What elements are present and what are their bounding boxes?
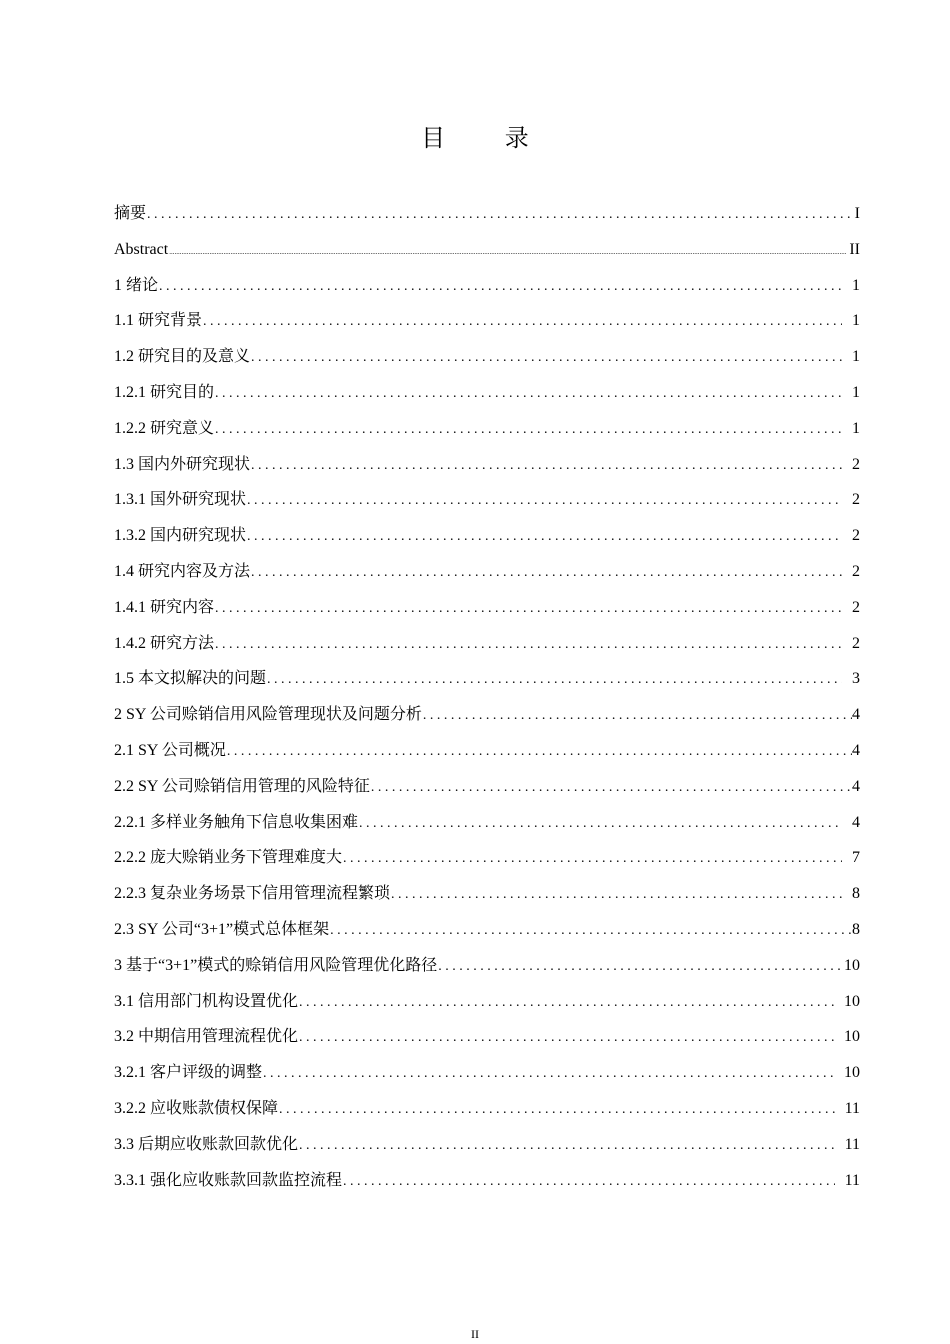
toc-entry-page-number: 1 [852,348,860,366]
toc-dot-leader [298,1020,834,1056]
toc-entry-page-number: 11 [844,1171,860,1189]
toc-dot-leader [278,1092,835,1128]
toc-entry-page-number: 7 [852,849,860,867]
toc-entry-page-number: 11 [844,1099,860,1117]
toc-entry[interactable] [114,1055,860,1091]
toc-entry[interactable] [114,375,860,411]
toc-entry[interactable] [114,733,860,769]
toc-entry[interactable] [114,1163,860,1199]
toc-entry-title: 1.5 本文拟解决的问题 [114,670,267,688]
toc-entry-title: 2.3 SY 公司“3+1”模式总体框架 [114,920,330,938]
toc-entry[interactable] [114,984,860,1020]
toc-entry-title: 1.1 研究背景 [114,312,203,330]
table-of-contents [114,196,860,1198]
toc-entry-page-number: I [854,205,860,222]
toc-dot-leader [214,412,842,448]
toc-entry-title: 1.4 研究内容及方法 [114,562,251,580]
toc-entry[interactable] [114,912,860,948]
toc-entry[interactable] [114,948,860,984]
toc-entry-title: 1.4.2 研究方法 [114,634,215,652]
toc-entry-page-number: 10 [844,1028,860,1046]
toc-entry[interactable] [114,590,860,626]
page-number: II [471,1327,479,1341]
toc-entry-title: 3.2.1 客户评级的调整 [114,1064,263,1082]
toc-entry[interactable] [114,840,860,876]
toc-entry-page-number: 10 [844,1064,860,1082]
toc-entry[interactable] [114,876,860,912]
toc-entry-page-number: 1 [852,276,860,294]
toc-dot-leader [298,985,834,1021]
toc-entry-title: 1.4.1 研究内容 [114,598,215,616]
toc-entry[interactable] [114,339,860,375]
toc-entry[interactable] [114,661,860,697]
toc-entry[interactable] [114,1091,860,1127]
toc-entry-page-number: 2 [852,634,860,652]
toc-dot-leader [250,555,842,591]
toc-entry-page-number: 10 [844,956,860,974]
toc-entry-title: 2 SY 公司赊销信用风险管理现状及问题分析 [114,706,422,724]
toc-dot-leader [422,698,852,734]
toc-dot-leader [214,627,842,663]
toc-dot-leader [146,197,855,233]
toc-dot-leader [358,806,842,842]
toc-entry-title: 1 绪论 [114,276,159,294]
toc-entry-page-number: 4 [852,741,860,759]
toc-dot-leader [226,734,852,770]
toc-dot-leader [202,304,842,340]
toc-dot-leader [168,235,849,271]
toc-dot-leader [437,949,844,985]
toc-entry-page-number: 10 [844,992,860,1010]
toc-entry-page-number: 8 [852,885,860,903]
toc-dot-leader [342,841,842,877]
toc-entry-title: 1.3.1 国外研究现状 [114,491,247,509]
toc-entry-title: 3.2 中期信用管理流程优化 [114,1028,299,1046]
toc-entry-page-number: 11 [844,1135,860,1153]
toc-entry-page-number: 4 [852,706,860,724]
toc-dot-leader [214,591,842,627]
toc-entry[interactable] [114,196,860,232]
toc-entry-title: 2.1 SY 公司概况 [114,741,226,759]
toc-entry-title: 3.3 后期应收账款回款优化 [114,1135,299,1153]
toc-entry-page-number: 2 [852,527,860,545]
toc-entry-page-number: 2 [852,455,860,473]
toc-entry-page-number: 2 [852,491,860,509]
toc-entry-title: 1.2.2 研究意义 [114,419,215,437]
toc-entry[interactable] [114,268,860,304]
toc-entry[interactable] [114,1019,860,1055]
toc-entry-page-number: 4 [852,777,860,795]
toc-entry[interactable] [114,1127,860,1163]
toc-entry-page-number: II [849,240,860,258]
toc-entry[interactable] [114,447,860,483]
toc-dot-leader [390,877,842,913]
page-title: 目 录 [421,124,555,152]
toc-dot-leader [246,519,842,555]
toc-entry-title: Abstract [114,240,169,258]
toc-entry-title: 1.2 研究目的及意义 [114,348,251,366]
toc-entry-page-number: 8 [852,920,860,938]
toc-dot-leader [298,1128,835,1164]
toc-entry-title: 2.2.2 庞大赊销业务下管理难度大 [114,849,343,867]
toc-entry-page-number: 1 [852,312,860,330]
toc-entry[interactable] [114,411,860,447]
toc-entry-title: 1.2.1 研究目的 [114,383,215,401]
toc-entry-title: 3.2.2 应收账款债权保障 [114,1099,279,1117]
toc-entry-title: 2.2 SY 公司赊销信用管理的风险特征 [114,777,370,795]
toc-dot-leader [158,269,842,305]
toc-entry[interactable] [114,303,860,339]
toc-entry-title: 1.3.2 国内研究现状 [114,527,247,545]
toc-entry[interactable] [114,805,860,841]
toc-entry[interactable] [114,697,860,733]
toc-entry-page-number: 3 [852,670,860,688]
toc-entry[interactable] [114,482,860,518]
toc-entry[interactable] [114,518,860,554]
toc-entry[interactable] [114,769,860,805]
toc-dot-leader [246,483,842,519]
toc-entry[interactable] [114,554,860,590]
toc-entry-title: 摘要 [114,205,147,222]
toc-dot-leader [250,448,842,484]
toc-entry[interactable] [114,232,860,268]
toc-dot-leader [342,1164,835,1200]
toc-dot-leader [250,340,842,376]
toc-entry[interactable] [114,626,860,662]
toc-entry-title: 3 基于“3+1”模式的赊销信用风险管理优化路径 [114,956,438,974]
toc-entry-title: 2.2.1 多样业务触角下信息收集困难 [114,813,359,831]
toc-entry-page-number: 1 [852,419,860,437]
toc-entry-page-number: 2 [852,598,860,616]
toc-entry-page-number: 1 [852,383,860,401]
toc-dot-leader [262,1056,834,1092]
toc-dot-leader [329,913,852,949]
toc-entry-title: 1.3 国内外研究现状 [114,455,251,473]
toc-entry-title: 2.2.3 复杂业务场景下信用管理流程繁琐 [114,885,391,903]
toc-dot-leader [214,376,842,412]
toc-entry-title: 3.1 信用部门机构设置优化 [114,992,299,1010]
toc-entry-title: 3.3.1 强化应收账款回款监控流程 [114,1171,343,1189]
toc-entry-page-number: 2 [852,562,860,580]
toc-entry-page-number: 4 [852,813,860,831]
toc-dot-leader [370,770,852,806]
toc-dot-leader [266,662,842,698]
